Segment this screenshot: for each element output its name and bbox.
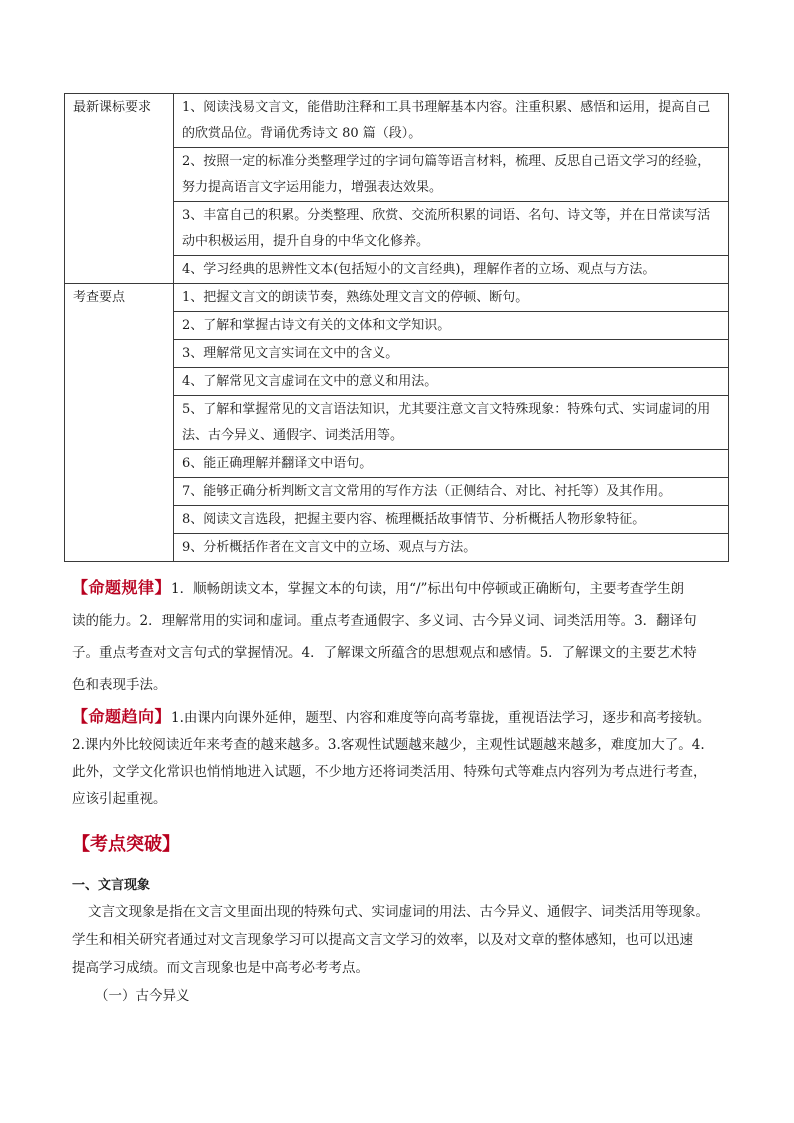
rule-line <box>72 572 732 605</box>
section-title: 一、文言现象 <box>72 878 151 893</box>
trend-line: 2.课内外比较阅读近年来考查的越来越多。3.客观性试题越来越少，主观性试题越来越多，难度加大了。4. <box>72 737 705 753</box>
requirement-item: 4、学习经典的思辨性文本(包括短小的文言经典)，理解作者的立场、观点与方法。 <box>174 256 729 284</box>
trend-line: 应该引起重视。 <box>72 791 167 807</box>
body-line: 学生和相关研究者通过对文言现象学习可以提高文言文学习的效率，以及对文章的整体感知，也可以迅速 <box>72 932 693 948</box>
trend-line <box>72 703 732 732</box>
requirement-item: 3、丰富自己的积累。分类整理、欣赏、交流所积累的词语、名句、诗文等，并在日常读写活动中积极运用，提升自身的中华文化修养。 <box>174 202 729 256</box>
rule-heading: 【命题规律】 <box>72 578 172 597</box>
rule-line: 色和表现手法。 <box>72 677 167 693</box>
exam-point-item: 2、了解和掌握古诗文有关的文体和文学知识。 <box>174 312 729 340</box>
rule-line: 子。重点考查对文言句式的掌握情况。4．了解课文所蕴含的思想观点和感情。5．了解课文的主要艺术特 <box>72 645 697 661</box>
exam-point-item: 5、了解和掌握常见的文言语法知识，尤其要注意文言文特殊现象：特殊句式、实词虚词的用法、古今异义、通假字、词类活用等。 <box>174 396 729 450</box>
trend-text: 1.由课内向课外延伸，题型、内容和难度等向高考靠拢，重视语法学习，逐步和高考接轨。 <box>171 710 711 726</box>
category-cell: 最新课标要求 <box>65 94 174 284</box>
subsection-title: （一）古今异义 <box>95 988 190 1004</box>
exam-point-item: 6、能正确理解并翻译文中语句。 <box>174 450 729 478</box>
body-paragraph <box>72 898 732 982</box>
exam-point-item: 8、阅读文言选段，把握主要内容、梳理概括故事情节、分析概括人物形象特征。 <box>174 506 729 534</box>
rule-text: 1．顺畅朗读文本，掌握文本的句读，用“/”标出句中停顿或正确断句，主要考查学生朗 <box>171 581 684 597</box>
exam-point-item: 7、能够正确分析判断文言文常用的写作方法（正侧结合、对比、衬托等）及其作用。 <box>174 478 729 506</box>
exam-point-item: 4、了解常见文言虚词在文中的意义和用法。 <box>174 368 729 396</box>
trend-line: 此外，文学文化常识也悄悄地进入试题，不少地方还将词类活用、特殊句式等难点内容列为考点进行考查， <box>72 764 707 780</box>
table-row <box>65 284 729 312</box>
proposition-rule-paragraph <box>72 572 732 701</box>
requirement-item: 2、按照一定的标准分类整理学过的字词句篇等语言材料，梳理、反思自己语文学习的经验，努力提高语言文字运用能力，增强表达效果。 <box>174 148 729 202</box>
rule-line: 读的能力。2．理解常用的实词和虚词。重点考查通假字、多义词、古今异义词、词类活用等。3．翻译句 <box>72 613 697 629</box>
breakthrough-heading: 【考点突破】 <box>72 834 180 855</box>
body-line: 提高学习成绩。而文言现象也是中高考必考考点。 <box>72 960 369 976</box>
table-row <box>65 94 729 148</box>
body-line: 文言文现象是指在文言文里面出现的特殊句式、实词虚词的用法、古今异义、通假字、词类活用等现象。 <box>88 904 709 920</box>
proposition-trend-paragraph <box>72 703 732 813</box>
trend-heading: 【命题趋向】 <box>72 707 172 726</box>
exam-point-item: 3、理解常见文言实词在文中的含义。 <box>174 340 729 368</box>
curriculum-requirements-table <box>64 93 729 562</box>
exam-point-item: 1、把握文言文的朗读节奏，熟练处理文言文的停顿、断句。 <box>174 284 729 312</box>
requirement-item: 1、阅读浅易文言文，能借助注释和工具书理解基本内容。注重积累、感悟和运用，提高自己的欣赏品位。背诵优秀诗文 80 篇（段）。 <box>174 94 729 148</box>
exam-point-item: 9、分析概括作者在文言文中的立场、观点与方法。 <box>174 534 729 562</box>
category-cell: 考查要点 <box>65 284 174 562</box>
